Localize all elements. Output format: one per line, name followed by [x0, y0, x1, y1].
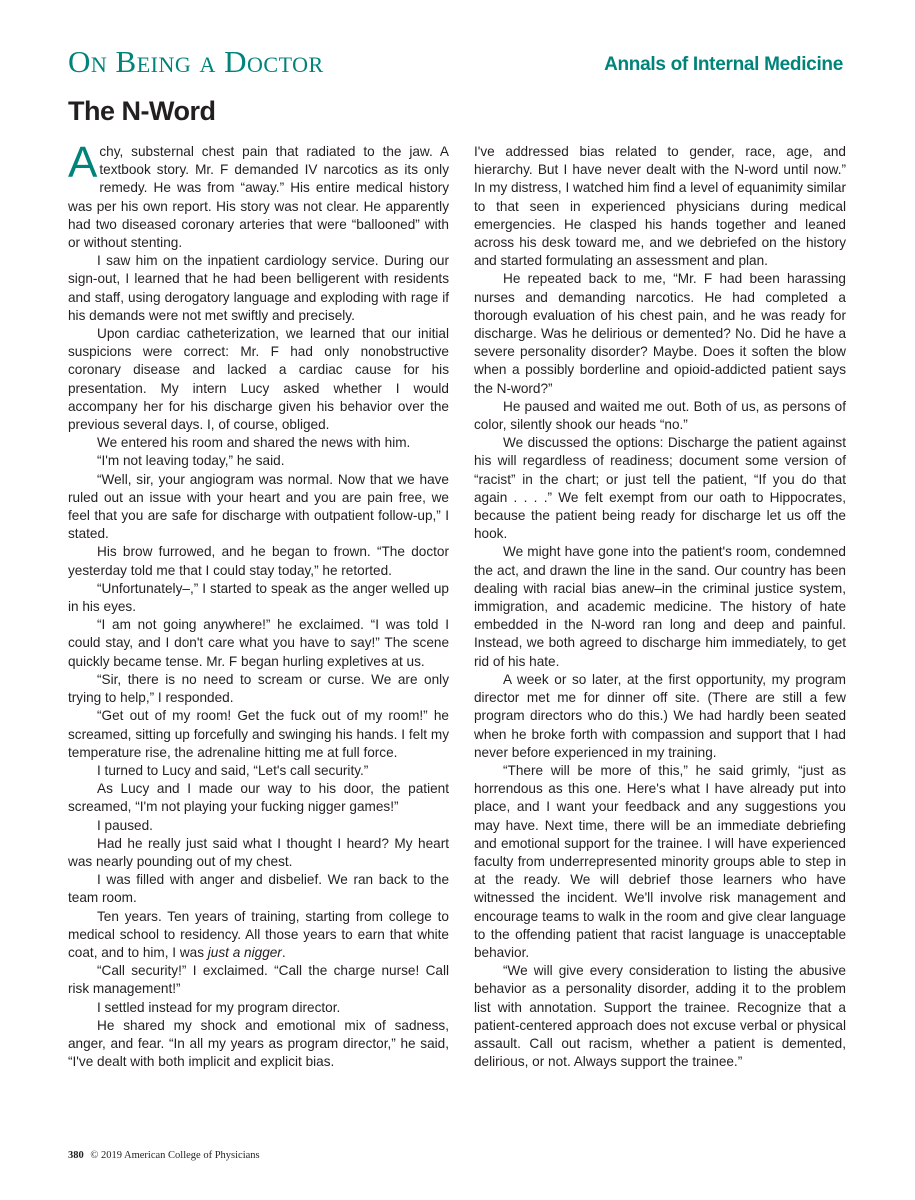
copyright: © 2019 American College of Physicians	[90, 1150, 260, 1161]
paragraph: A week or so later, at the first opportunity, my program director met me for dinner off site. (There are still a few program directors who do this.) We had hardly been seated when he broke forth with compassion and support that I had never before experienced in my training.	[474, 671, 846, 760]
paragraph: “I am not going anywhere!” he exclaimed. “I was told I could stay, and I don't care what you have to say!” The scene quickly became tense. Mr. F began hurling expletives at us.	[68, 617, 449, 669]
left-column	[68, 138, 449, 1071]
paragraph: “Get out of my room! Get the fuck out of my room!” he screamed, sitting up forcefully and swinging his hands. I felt my temperature rise, the adrenaline hitting me at full force.	[68, 708, 449, 760]
paragraph	[68, 138, 449, 252]
paragraph: I turned to Lucy and said, “Let's call security.”	[97, 762, 369, 778]
drop-cap: A	[68, 138, 98, 187]
paragraph: “Well, sir, your angiogram was normal. Now that we have ruled out an issue with your heart and you are pain free, we feel that you are safe for discharge with outpatient follow-up,” I stated.	[68, 471, 449, 542]
page-footer	[68, 1150, 260, 1161]
paragraph: Upon cardiac catheterization, we learned that our initial suspicions were correct: Mr. F had only nonobstructive coronary disease and lacked a cardiac cause for his presentation. My intern Lucy asked whether I would accompany her for his discharge given his behavior over the previous several days. I, of course, obliged.	[68, 326, 449, 433]
page-number: 380	[68, 1150, 84, 1161]
paragraph: “We will give every consideration to listing the abusive behavior as a personality disorder, adding it to the problem list with annotation. Support the trainee. Recognize that a patient-centered approach does not excuse verbal or physical assault. Call out racism, whether a patient is demented, delirious, or not. Always support the trainee.”	[474, 963, 846, 1070]
journal-name: Annals of Internal Medicine	[604, 54, 843, 75]
italic-emphasis: just a nigger	[207, 944, 282, 960]
paragraph: We might have gone into the patient's room, condemned the act, and drawn the line in the sand. Our country has been dealing with racial bias anew–in the criminal justice system, immigration, and academic medicine. The history of hate embedded in the N-word ran long and deep and painful. Instead, we both agreed to discharge him immediately, to get rid of his hate.	[474, 544, 846, 669]
paragraph-text: .	[281, 944, 286, 960]
paragraph: He paused and waited me out. Both of us, as persons of color, silently shook our heads “no.”	[474, 398, 846, 433]
paragraph: “Call security!” I exclaimed. “Call the charge nurse! Call risk management!”	[68, 963, 449, 997]
section-label: On Being a Doctor	[68, 44, 324, 79]
paragraph-text: chy, substernal chest pain that radiated to the jaw. A textbook story. Mr. F demanded IV narcotics as its only remedy. He was from “away.” His entire medical history was per his own report. His story was not clear. He apparently had two diseased coronary arteries that were “ballooned” with or without stenting.	[68, 144, 449, 251]
paragraph	[68, 908, 449, 963]
article-title: The N-Word	[68, 96, 216, 126]
paragraph: We entered his room and shared the news with him.	[97, 435, 411, 451]
paragraph: Had he really just said what I thought I heard? My heart was nearly pounding out of my chest.	[68, 835, 449, 869]
paragraph: As Lucy and I made our way to his door, the patient screamed, “I'm not playing your fucking nigger games!”	[68, 781, 449, 815]
paragraph: “I'm not leaving today,” he said.	[97, 453, 285, 469]
paragraph: “Sir, there is no need to scream or curse. We are only trying to help,” I responded.	[68, 671, 449, 706]
paragraph: I've addressed bias related to gender, race, age, and hierarchy. But I have never dealt with the N-word until now.” In my distress, I watched him find a level of equanimity similar to that seen in experienced physicians during medical emergencies. He clasped his hands together and leaned across his desk toward me, and we debriefed on the history and started formulating an assessment and plan.	[474, 144, 846, 269]
paragraph: His brow furrowed, and he began to frown. “The doctor yesterday told me that I could stay today,” he retorted.	[68, 544, 449, 578]
paragraph: I saw him on the inpatient cardiology service. During our sign-out, I learned that he had been belligerent with residents and staff, using derogatory language and exploding with rage if his demands were not met swiftly and precisely.	[68, 253, 449, 323]
paragraph: He shared my shock and emotional mix of sadness, anger, and fear. “In all my years as program director,” he said, “I've dealt with both implicit and explicit bias.	[68, 1017, 449, 1070]
paragraph: I was filled with anger and disbelief. We ran back to the team room.	[68, 872, 449, 906]
paragraph: We discussed the options: Discharge the patient against his will regardless of readiness; document some version of “racist” in the chart; or just tell the patient, “If you do that again . . . .” We felt exempt from our oath to Hippocrates, because the patient being ready for discharge let us off the hook.	[474, 435, 846, 542]
paragraph: I paused.	[97, 817, 153, 833]
paragraph-text: Ten years. Ten years of training, starting from college to medical school to residency. All those years to earn that white coat, and to him, I was	[68, 908, 449, 960]
paragraph: He repeated back to me, “Mr. F had been harassing nurses and demanding narcotics. He had completed a thorough evaluation of his chest pain, and he was ready for discharge. Was he delirious or demented? No. Did he have a severe personality disorder? Maybe. Does it soften the blow when a possibly borderline and opioid-addicted patient says the N-word?”	[474, 271, 846, 396]
paragraph: “Unfortunately–,” I started to speak as the anger welled up in his eyes.	[68, 580, 449, 615]
right-column	[474, 143, 846, 1071]
paragraph: I settled instead for my program director.	[97, 999, 341, 1015]
paragraph: “There will be more of this,” he said grimly, “just as horrendous as this one. Here's what I have already put into place, and I want your feedback and any suggestions you may have. Next time, there will be an immediate debriefing and emotional support for the trainee. I will have experienced faculty from underrepresented minority groups able to step in at the ready. We will debrief those learners who have witnessed the incident. We'll involve risk management and encourage teams to walk in the room and give clear language to the offending patient that racist language is unacceptable behavior.	[474, 762, 846, 960]
